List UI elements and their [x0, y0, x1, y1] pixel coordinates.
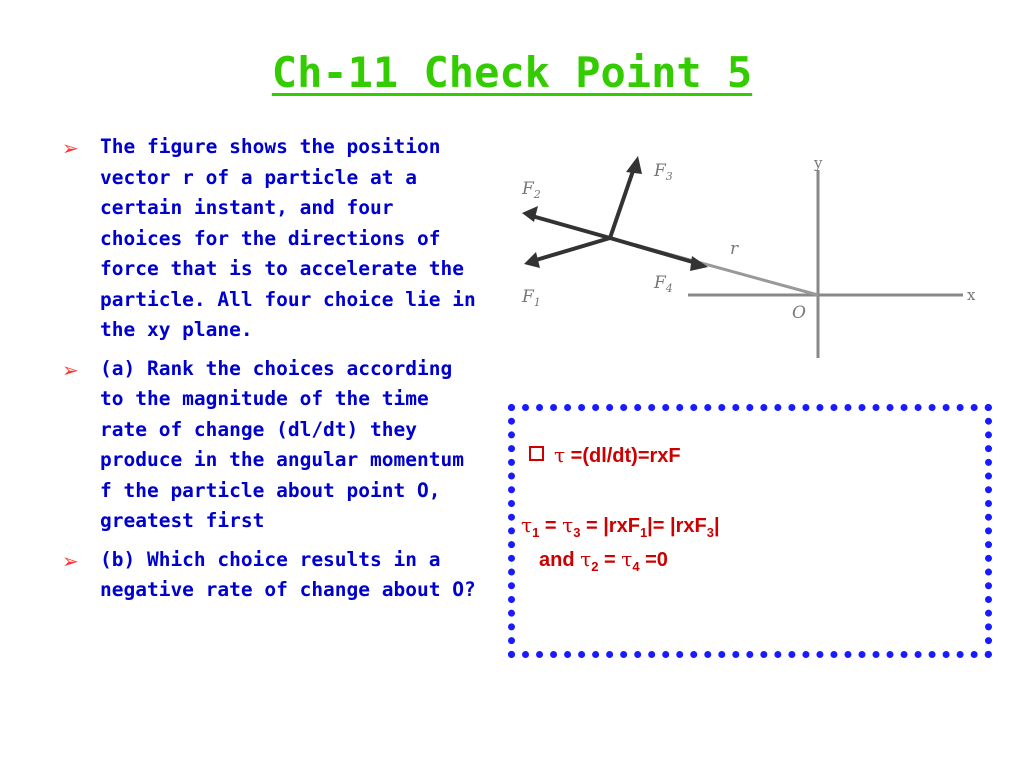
- x-axis-label: x: [967, 286, 976, 304]
- answer-text: = |rxF: [580, 515, 640, 537]
- f2-label: $F_2$: [522, 179, 541, 201]
- checkbox-bullet-icon: [529, 446, 544, 461]
- subscript: 2: [591, 559, 599, 574]
- bullet-text: (b) Which choice results in a negative rate of change about O?: [100, 547, 476, 601]
- subscript: 1: [532, 525, 540, 540]
- origin-label: O: [792, 303, 806, 323]
- bullet-item: [62, 132, 482, 346]
- answer-text: =: [539, 515, 563, 537]
- bullet-text: (a) Rank the choices according to the magnitude of the time rate of change (dl/dt) they produce in the angular momentum f the particle about point O, greatest first: [100, 356, 464, 532]
- tau-symbol: τ: [580, 547, 592, 571]
- f3-label: $F_3$: [654, 161, 673, 183]
- arrow-bullet-icon: ➢: [62, 136, 79, 160]
- answer-line-torque-definition: [529, 443, 681, 468]
- answer-box: [508, 404, 992, 658]
- answer-text: |= |rxF: [647, 515, 707, 537]
- y-axis-label: y: [814, 154, 823, 172]
- arrow-bullet-icon: ➢: [62, 357, 79, 382]
- answer-line-zero-torques: [539, 547, 668, 574]
- subscript: 3: [573, 525, 581, 540]
- tau-symbol: τ: [562, 513, 574, 537]
- r-label: r: [730, 239, 739, 259]
- f4-label: $F_4$: [654, 273, 673, 295]
- subscript: 4: [632, 559, 640, 574]
- tau-symbol: τ: [621, 547, 633, 571]
- answer-text: =0: [639, 549, 668, 571]
- answer-text: |: [713, 515, 720, 537]
- bullet-item: [62, 354, 482, 537]
- bullet-list: [62, 132, 482, 614]
- arrow-bullet-icon: ➢: [62, 548, 79, 573]
- f1-label: $F_1$: [522, 287, 541, 309]
- answer-text: and: [539, 549, 581, 571]
- subscript: 3: [706, 525, 714, 540]
- tau-symbol: τ: [554, 443, 566, 467]
- answer-text: =: [598, 549, 622, 571]
- force-vector-figure: [518, 142, 988, 358]
- answer-text: =(dl/dt)=rxF: [565, 445, 681, 467]
- tau-symbol: τ: [521, 513, 533, 537]
- slide-title: Ch-11 Check Point 5: [271, 48, 753, 97]
- bullet-text: The figure shows the position vector r of a particle at a certain instant, and four choices for the directions of force that is to accelerate the particle. All four choice lie in the xy plane.: [100, 135, 476, 341]
- answer-line-equal-torques: [521, 513, 720, 540]
- bullet-item: [62, 545, 482, 606]
- figure-background: [518, 142, 988, 358]
- subscript: 1: [639, 525, 648, 540]
